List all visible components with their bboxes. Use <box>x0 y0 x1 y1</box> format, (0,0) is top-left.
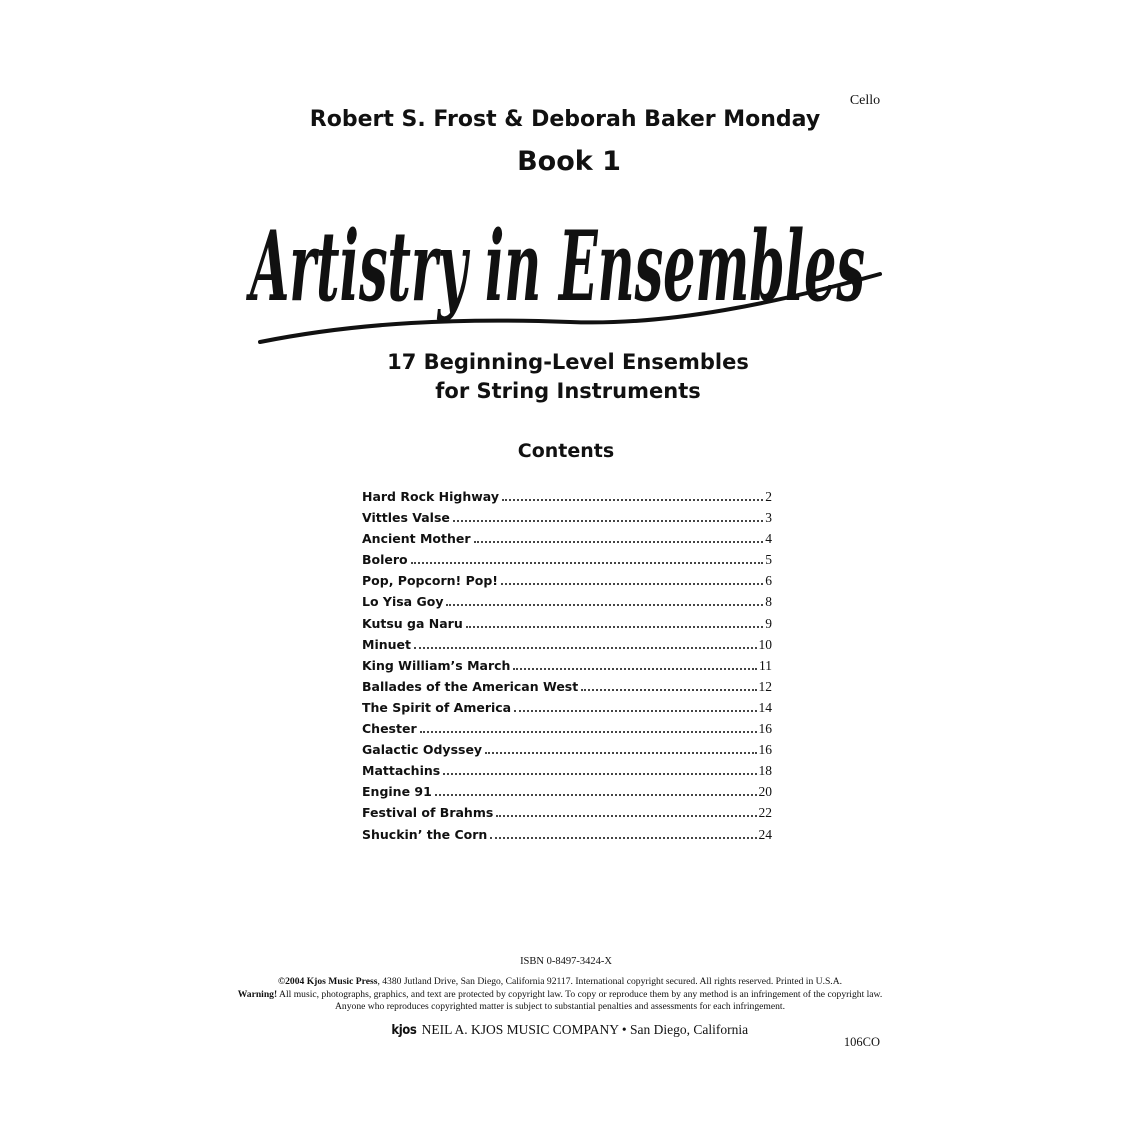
toc-leader-dots <box>474 541 764 543</box>
toc-entry <box>362 552 772 573</box>
publisher-line <box>0 1022 1124 1038</box>
warning-text <box>225 989 895 1014</box>
toc-leader-dots <box>453 520 763 522</box>
toc-entry <box>362 616 772 637</box>
toc-entry-page: 9 <box>765 615 772 631</box>
copyright-rest: , 4380 Jutland Drive, San Diego, California 92117. International copyright secured. All rights reserved. Printed in U.S.A. <box>377 976 843 987</box>
subtitle-line-2: for String Instruments <box>435 379 701 403</box>
toc-entry-title: Pop, Popcorn! Pop! <box>362 573 499 589</box>
toc-entry-page: 20 <box>758 784 772 800</box>
toc-entry-title: Hard Rock Highway <box>362 489 499 504</box>
toc-leader-dots <box>496 815 756 817</box>
toc-leader-dots <box>466 626 764 628</box>
toc-entry <box>362 510 772 531</box>
book-number: Book 1 <box>517 146 621 177</box>
toc-leader-dots <box>514 710 756 712</box>
authors-line: Robert S. Frost & Deborah Baker Monday <box>309 107 821 132</box>
toc-entry <box>362 805 772 826</box>
toc-entry-title: King William’s March <box>362 657 511 673</box>
toc-entry-page: 3 <box>765 510 772 526</box>
toc-entry-page: 12 <box>758 678 772 694</box>
toc-entry <box>362 721 772 742</box>
toc-entry-page: 10 <box>758 636 772 652</box>
toc-entry-title: Lo Yisa Goy <box>362 594 444 610</box>
toc-entry-title: Mattachins <box>362 763 441 779</box>
toc-entry-page: 16 <box>758 742 772 758</box>
toc-entry <box>362 679 772 700</box>
toc-leader-dots <box>485 752 756 754</box>
toc-entry <box>362 531 772 552</box>
toc-entry-page: 5 <box>765 552 772 568</box>
toc-entry-page: 22 <box>758 805 772 821</box>
toc-entry <box>362 784 772 805</box>
contents-heading: Contents <box>517 440 615 462</box>
toc-entry-page: 6 <box>765 573 772 589</box>
toc-leader-dots <box>501 583 763 585</box>
isbn: ISBN 0-8497-3424-X <box>520 956 612 967</box>
toc-entry <box>362 827 772 848</box>
toc-entry-title: Engine 91 <box>362 784 432 800</box>
toc-entry-title: Chester <box>362 721 417 737</box>
toc-entry-page: 11 <box>759 657 772 673</box>
toc-entry <box>362 658 772 679</box>
toc-leader-dots <box>502 499 763 501</box>
series-title-logo <box>240 190 890 350</box>
toc-entry-page: 14 <box>758 699 772 715</box>
toc-leader-dots <box>446 604 763 606</box>
toc-leader-dots <box>435 794 757 796</box>
legal-notice <box>225 976 895 1014</box>
toc-entry <box>362 489 772 510</box>
copyright-line <box>225 976 895 989</box>
toc-entry-title: Minuet <box>362 636 411 652</box>
toc-leader-dots <box>411 562 764 564</box>
toc-entry <box>362 594 772 615</box>
toc-entry-page: 16 <box>758 721 772 737</box>
toc-entry-title: The Spirit of America <box>362 699 512 715</box>
toc-entry-title: Kutsu ga Naru <box>362 615 463 631</box>
toc-leader-dots <box>490 837 756 839</box>
subtitle <box>0 348 1124 406</box>
toc-entry-page: 2 <box>765 489 772 504</box>
toc-entry <box>362 573 772 594</box>
toc-entry-page: 8 <box>765 594 772 610</box>
series-title-text: Artistry in Ensembles <box>245 210 866 323</box>
kjos-logo: kjos <box>391 1023 417 1038</box>
toc-entry-page: 4 <box>765 531 772 547</box>
toc-entry-title: Festival of Brahms <box>362 805 494 821</box>
toc-entry-page: 24 <box>758 826 772 842</box>
instrument-label: Cello <box>849 93 881 108</box>
catalog-number: 106CO <box>843 1035 880 1049</box>
toc-entry-title: Galactic Odyssey <box>362 742 483 758</box>
toc-leader-dots <box>414 647 757 649</box>
toc-entry-title: Ballades of the American West <box>362 678 579 694</box>
toc-entry <box>362 742 772 763</box>
toc-entry-title: Shuckin’ the Corn <box>362 826 488 842</box>
toc-entry <box>362 763 772 784</box>
toc-leader-dots <box>513 668 757 670</box>
toc-entry-title: Vittles Valse <box>362 510 450 526</box>
toc-leader-dots <box>581 689 756 691</box>
table-of-contents <box>362 489 772 848</box>
copyright-bold: ©2004 Kjos Music Press <box>277 976 378 987</box>
publisher-name: NEIL A. KJOS MUSIC COMPANY • San Diego, California <box>421 1022 749 1037</box>
warning-bold: Warning! <box>237 988 278 1000</box>
toc-leader-dots <box>420 731 757 733</box>
toc-leader-dots <box>443 773 756 775</box>
subtitle-line-1: 17 Beginning-Level Ensembles <box>387 350 749 374</box>
toc-entry <box>362 637 772 658</box>
toc-entry-title: Bolero <box>362 552 408 568</box>
toc-entry-title: Ancient Mother <box>362 531 471 547</box>
toc-entry <box>362 700 772 721</box>
toc-entry-page: 18 <box>758 763 772 779</box>
warning-rest: All music, photographs, graphics, and text are protected by copyright law. To copy or reproduce them by any method is an infringement of the copyright law. Anyone who reproduces copyrighted matter is subject to substantial penalties and assessments for each infringement. <box>277 988 883 1012</box>
